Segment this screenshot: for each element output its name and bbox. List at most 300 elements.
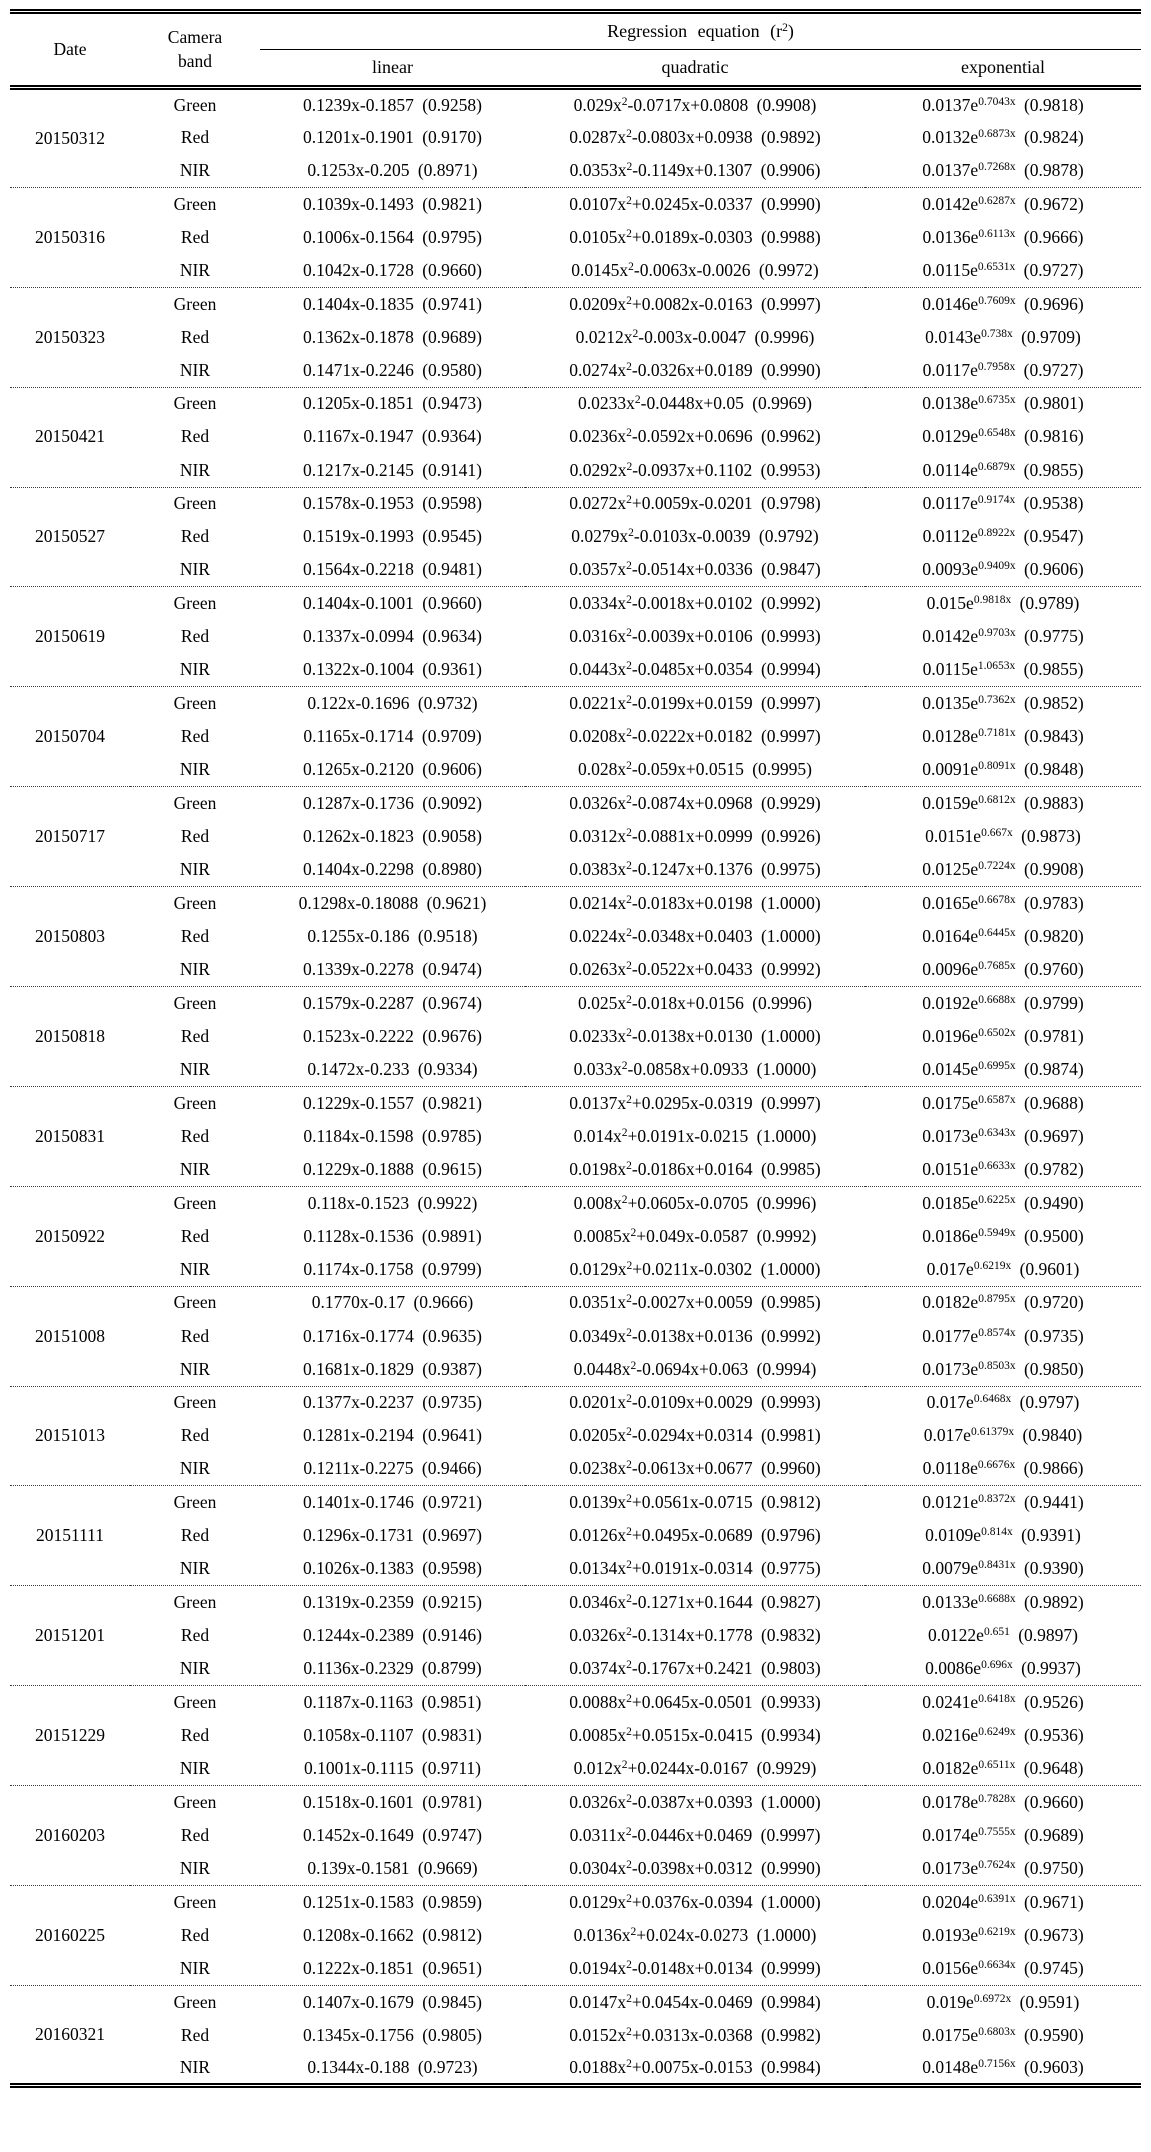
table-row — [10, 454, 1141, 487]
exponential-equation-cell: $0.0186e^{0.5949x}$ (0.9500) — [922, 1225, 1084, 1246]
linear-equation-cell: 0.1167x-0.1947 (0.9364) — [303, 426, 482, 447]
date-cell: 20160203 — [10, 1786, 130, 1886]
date-cell: 20150803 — [10, 887, 130, 987]
camera-band-cell: NIR — [179, 2056, 211, 2077]
table-row — [10, 2052, 1141, 2085]
table-row — [10, 1619, 1141, 1652]
exponential-equation-cell: $0.0115e^{1.0653x}$ (0.9855) — [922, 659, 1084, 680]
table-row — [10, 254, 1141, 287]
quadratic-equation-cell: $0.0152x^2+0.0313x-0.0368$ (0.9982) — [569, 2024, 821, 2045]
date-cell: 20150704 — [10, 687, 130, 787]
exponential-equation-cell: $0.0145e^{0.6995x}$ (0.9874) — [922, 1058, 1084, 1079]
camera-band-cell: Green — [130, 287, 260, 320]
linear-equation-cell: 0.1404x-0.2298 (0.8980) — [303, 859, 482, 880]
exponential-equation-cell: $0.0146e^{0.7609x}$ (0.9696) — [865, 287, 1141, 320]
table-row — [10, 1886, 1141, 1919]
linear-equation-cell: 0.1287x-0.1736 (0.9092) — [260, 787, 525, 820]
exponential-equation-cell: $0.0114e^{0.6879x}$ (0.9855) — [922, 459, 1084, 480]
camera-band-cell: Red — [180, 126, 210, 147]
date-cell: 20151008 — [10, 1286, 130, 1386]
table-row — [10, 1919, 1141, 1952]
linear-equation-cell: 0.1239x-0.1857 (0.9258) — [303, 94, 482, 115]
camera-band-cell: Red — [180, 1025, 210, 1046]
camera-band-cell: NIR — [179, 159, 211, 180]
exponential-equation-cell: $0.0137e^{0.7043x}$ (0.9818) — [922, 94, 1084, 115]
exponential-equation-cell: $0.0091e^{0.8091x}$ (0.9848) — [922, 759, 1084, 780]
exponential-equation-cell: $0.0128e^{0.7181x}$ (0.9843) — [922, 726, 1084, 747]
linear-equation-cell: 0.1229x-0.1557 (0.9821) — [260, 1086, 525, 1119]
quadratic-equation-cell: $0.0221x^2-0.0199x+0.0159$ (0.9997) — [525, 687, 865, 720]
col-header-camera-band — [130, 12, 260, 88]
quadratic-equation-cell: $0.0129x^2+0.0211x-0.0302$ (1.0000) — [569, 1258, 821, 1279]
quadratic-equation-cell: $0.0208x^2-0.0222x+0.0182$ (0.9997) — [569, 726, 821, 747]
camera-band-cell: Green — [130, 1386, 260, 1419]
linear-equation-cell: 0.1006x-0.1564 (0.9795) — [303, 226, 482, 247]
date-cell: 20151201 — [10, 1586, 130, 1686]
date-cell: 20151111 — [10, 1486, 130, 1586]
exponential-equation-cell: $0.0196e^{0.6502x}$ (0.9781) — [922, 1025, 1084, 1046]
exponential-equation-cell: $0.0204e^{0.6391x}$ (0.9671) — [865, 1886, 1141, 1919]
linear-equation-cell: 0.1578x-0.1953 (0.9598) — [260, 487, 525, 520]
quadratic-equation-cell: $0.0085x^2+0.049x-0.0587$ (0.9992) — [573, 1225, 817, 1246]
table-row — [10, 1020, 1141, 1053]
camera-band-cell: NIR — [179, 759, 211, 780]
quadratic-equation-cell: $0.0188x^2+0.0075x-0.0153$ (0.9984) — [569, 2056, 821, 2077]
linear-equation-cell: 0.1281x-0.2194 (0.9641) — [303, 1425, 482, 1446]
linear-equation-cell: 0.1452x-0.1649 (0.9747) — [303, 1824, 482, 1845]
camera-band-cell: Red — [180, 1125, 210, 1146]
camera-band-cell: Red — [180, 1924, 210, 1945]
linear-equation-cell: 0.1187x-0.1163 (0.9851) — [260, 1686, 525, 1719]
quadratic-equation-cell: $0.0349x^2-0.0138x+0.0136$ (0.9992) — [569, 1325, 821, 1346]
quadratic-equation-cell: $0.0279x^2-0.0103x-0.0039$ (0.9792) — [571, 526, 819, 547]
exponential-equation-cell: $0.0122e^{0.651}$ (0.9897) — [928, 1625, 1078, 1646]
date-cell: 20150527 — [10, 487, 130, 587]
camera-band-line2: band — [177, 50, 213, 71]
date-cell: 20150316 — [10, 187, 130, 287]
linear-equation-cell: 0.1322x-0.1004 (0.9361) — [303, 659, 482, 680]
camera-band-cell: Red — [180, 826, 210, 847]
table-row — [10, 1319, 1141, 1352]
table-row — [10, 1453, 1141, 1486]
exponential-equation-cell: $0.0117e^{0.7958x}$ (0.9727) — [922, 359, 1084, 380]
table-row — [10, 920, 1141, 953]
table-row — [10, 1686, 1141, 1719]
table-row — [10, 1652, 1141, 1685]
table-row — [10, 753, 1141, 786]
table-row — [10, 2019, 1141, 2052]
quadratic-equation-cell: $0.028x^2-0.059x+0.0515$ (0.9995) — [578, 759, 812, 780]
quadratic-equation-cell: $0.0233x^2-0.0138x+0.0130$ (1.0000) — [569, 1025, 821, 1046]
quadratic-equation-cell: $0.0134x^2+0.0191x-0.0314$ (0.9775) — [569, 1558, 821, 1579]
col-header-quadratic: quadratic — [525, 50, 865, 88]
exponential-equation-cell: $0.0173e^{0.8503x}$ (0.9850) — [922, 1358, 1084, 1379]
linear-equation-cell: 0.1344x-0.188 (0.9723) — [307, 2056, 478, 2077]
table-row — [10, 287, 1141, 320]
table-header — [10, 12, 1141, 88]
date-cell: 20150818 — [10, 987, 130, 1087]
linear-equation-cell: 0.1298x-0.18088 (0.9621) — [260, 887, 525, 920]
quadratic-equation-cell: $0.0326x^2-0.1314x+0.1778$ (0.9832) — [569, 1625, 821, 1646]
camera-band-cell: NIR — [179, 659, 211, 680]
quadratic-equation-cell: $0.0316x^2-0.0039x+0.0106$ (0.9993) — [569, 626, 821, 647]
camera-band-cell: Green — [130, 1186, 260, 1219]
table-row — [10, 1752, 1141, 1785]
regression-table — [10, 9, 1141, 2088]
linear-equation-cell: 0.1205x-0.1851 (0.9473) — [260, 387, 525, 420]
exponential-equation-cell: $0.0241e^{0.6418x}$ (0.9526) — [865, 1686, 1141, 1719]
table-row — [10, 1086, 1141, 1119]
table-row — [10, 587, 1141, 620]
exponential-equation-cell: $0.0216e^{0.6249x}$ (0.9536) — [922, 1725, 1084, 1746]
exponential-equation-cell: $0.0156e^{0.6634x}$ (0.9745) — [922, 1957, 1084, 1978]
camera-band-cell: NIR — [179, 1558, 211, 1579]
camera-band-cell: Red — [180, 526, 210, 547]
table-row — [10, 1053, 1141, 1086]
quadratic-equation-cell: $0.012x^2+0.0244x-0.0167$ (0.9929) — [573, 1758, 817, 1779]
linear-equation-cell: 0.1001x-0.1115 (0.9711) — [303, 1758, 482, 1779]
exponential-equation-cell: $0.017e^{0.61379x}$ (0.9840) — [923, 1425, 1083, 1446]
table-row — [10, 1952, 1141, 1985]
camera-band-cell: NIR — [179, 1758, 211, 1779]
camera-band-cell: Red — [180, 626, 210, 647]
exponential-equation-cell: $0.0192e^{0.6688x}$ (0.9799) — [865, 987, 1141, 1020]
linear-equation-cell: 0.1770x-0.17 (0.9666) — [260, 1286, 525, 1319]
linear-equation-cell: 0.1208x-0.1662 (0.9812) — [303, 1924, 482, 1945]
table-row — [10, 354, 1141, 387]
quadratic-equation-cell: $0.0194x^2-0.0148x+0.0134$ (0.9999) — [569, 1957, 821, 1978]
table-row — [10, 1719, 1141, 1752]
quadratic-equation-cell: $0.0272x^2+0.0059x-0.0201$ (0.9798) — [525, 487, 865, 520]
table-row — [10, 1286, 1141, 1319]
quadratic-equation-cell: $0.0353x^2-0.1149x+0.1307$ (0.9906) — [569, 159, 821, 180]
table-row — [10, 1852, 1141, 1885]
quadratic-equation-cell: $0.0312x^2-0.0881x+0.0999$ (0.9926) — [569, 826, 821, 847]
exponential-equation-cell: $0.0115e^{0.6531x}$ (0.9727) — [922, 259, 1084, 280]
exponential-equation-cell: $0.0151e^{0.6633x}$ (0.9782) — [922, 1158, 1084, 1179]
camera-band-line1: Camera — [167, 26, 223, 47]
exponential-equation-cell: $0.0159e^{0.6812x}$ (0.9883) — [865, 787, 1141, 820]
camera-band-cell: NIR — [179, 359, 211, 380]
camera-band-cell: NIR — [179, 1458, 211, 1479]
camera-band-cell: NIR — [179, 1658, 211, 1679]
exponential-equation-cell: $0.0143e^{0.738x}$ (0.9709) — [925, 326, 1081, 347]
linear-equation-cell: 0.1136x-0.2329 (0.8799) — [303, 1658, 482, 1679]
date-cell: 20150831 — [10, 1086, 130, 1186]
table-row — [10, 1819, 1141, 1852]
quadratic-equation-cell: $0.0137x^2+0.0295x-0.0319$ (0.9997) — [525, 1086, 865, 1119]
exponential-equation-cell: $0.0121e^{0.8372x}$ (0.9441) — [865, 1486, 1141, 1519]
quadratic-equation-cell: $0.0292x^2-0.0937x+0.1102$ (0.9953) — [569, 459, 821, 480]
linear-equation-cell: 0.1404x-0.1835 (0.9741) — [260, 287, 525, 320]
table-row — [10, 1786, 1141, 1819]
exponential-equation-cell: $0.015e^{0.9818x}$ (0.9789) — [865, 587, 1141, 620]
linear-equation-cell: 0.1058x-0.1107 (0.9831) — [303, 1725, 482, 1746]
quadratic-equation-cell: $0.0334x^2-0.0018x+0.0102$ (0.9992) — [525, 587, 865, 620]
table-row — [10, 820, 1141, 853]
linear-equation-cell: 0.1404x-0.1001 (0.9660) — [260, 587, 525, 620]
quadratic-equation-cell: $0.0205x^2-0.0294x+0.0314$ (0.9981) — [569, 1425, 821, 1446]
quadratic-equation-cell: $0.0326x^2-0.0387x+0.0393$ (1.0000) — [525, 1786, 865, 1819]
table-row — [10, 1120, 1141, 1153]
camera-band-cell: Red — [180, 1625, 210, 1646]
quadratic-equation-cell: $0.0351x^2-0.0027x+0.0059$ (0.9985) — [525, 1286, 865, 1319]
table-row — [10, 187, 1141, 220]
quadratic-equation-cell: $0.0326x^2-0.0874x+0.0968$ (0.9929) — [525, 787, 865, 820]
camera-band-cell: Green — [130, 1586, 260, 1619]
linear-equation-cell: 0.1201x-0.1901 (0.9170) — [303, 126, 482, 147]
camera-band-cell: NIR — [179, 1058, 211, 1079]
quadratic-equation-cell: $0.0214x^2-0.0183x+0.0198$ (1.0000) — [525, 887, 865, 920]
table-row — [10, 321, 1141, 354]
camera-band-cell: NIR — [179, 559, 211, 580]
camera-band-cell: Red — [180, 1425, 210, 1446]
linear-equation-cell: 0.1401x-0.1746 (0.9721) — [260, 1486, 525, 1519]
table-row — [10, 1253, 1141, 1286]
exponential-equation-cell: $0.0137e^{0.7268x}$ (0.9878) — [922, 159, 1084, 180]
date-cell: 20160225 — [10, 1886, 130, 1986]
date-cell: 20150922 — [10, 1186, 130, 1286]
quadratic-equation-cell: $0.0201x^2-0.0109x+0.0029$ (0.9993) — [525, 1386, 865, 1419]
exponential-equation-cell: $0.0164e^{0.6445x}$ (0.9820) — [922, 925, 1084, 946]
quadratic-equation-cell: $0.008x^2+0.0605x-0.0705$ (0.9996) — [525, 1186, 865, 1219]
linear-equation-cell: 0.1251x-0.1583 (0.9859) — [260, 1886, 525, 1919]
exponential-equation-cell: $0.019e^{0.6972x}$ (0.9591) — [865, 1985, 1141, 2018]
linear-equation-cell: 0.1471x-0.2246 (0.9580) — [303, 359, 482, 380]
exponential-equation-cell: $0.0117e^{0.9174x}$ (0.9538) — [865, 487, 1141, 520]
linear-equation-cell: 0.1296x-0.1731 (0.9697) — [303, 1525, 482, 1546]
linear-equation-cell: 0.118x-0.1523 (0.9922) — [260, 1186, 525, 1219]
camera-band-cell: Green — [130, 487, 260, 520]
camera-band-cell: NIR — [179, 1258, 211, 1279]
linear-equation-cell: 0.1244x-0.2389 (0.9146) — [303, 1625, 482, 1646]
table-row — [10, 853, 1141, 886]
quadratic-equation-cell: $0.0126x^2+0.0495x-0.0689$ (0.9796) — [569, 1525, 821, 1546]
linear-equation-cell: 0.1229x-0.1888 (0.9615) — [303, 1158, 482, 1179]
linear-equation-cell: 0.1184x-0.1598 (0.9785) — [303, 1125, 482, 1146]
table-row — [10, 387, 1141, 420]
linear-equation-cell: 0.1518x-0.1601 (0.9781) — [260, 1786, 525, 1819]
exponential-equation-cell: $0.0182e^{0.6511x}$ (0.9648) — [922, 1758, 1084, 1779]
table-row — [10, 1386, 1141, 1419]
exponential-equation-cell: $0.0148e^{0.7156x}$ (0.9603) — [922, 2056, 1084, 2077]
table-row — [10, 520, 1141, 553]
exponential-equation-cell: $0.017e^{0.6219x}$ (0.9601) — [926, 1258, 1080, 1279]
table-row — [10, 1486, 1141, 1519]
linear-equation-cell: 0.1362x-0.1878 (0.9689) — [303, 326, 482, 347]
quadratic-equation-cell: $0.0147x^2+0.0454x-0.0469$ (0.9984) — [525, 1985, 865, 2018]
exponential-equation-cell: $0.0175e^{0.6803x}$ (0.9590) — [922, 2024, 1084, 2045]
camera-band-cell: Green — [130, 1086, 260, 1119]
camera-band-cell: Red — [180, 326, 210, 347]
date-cell: 20151013 — [10, 1386, 130, 1486]
linear-equation-cell: 0.1579x-0.2287 (0.9674) — [260, 987, 525, 1020]
exponential-equation-cell: $0.0125e^{0.7224x}$ (0.9908) — [922, 859, 1084, 880]
quadratic-equation-cell: $0.0129x^2+0.0376x-0.0394$ (1.0000) — [525, 1886, 865, 1919]
linear-equation-cell: 0.139x-0.1581 (0.9669) — [307, 1858, 478, 1878]
date-cell: 20151229 — [10, 1686, 130, 1786]
quadratic-equation-cell: $0.0085x^2+0.0515x-0.0415$ (0.9934) — [569, 1725, 821, 1746]
exponential-equation-cell: $0.0142e^{0.9703x}$ (0.9775) — [922, 626, 1084, 647]
camera-band-cell: Red — [180, 726, 210, 747]
date-cell: 20150421 — [10, 387, 130, 487]
linear-equation-cell: 0.1523x-0.2222 (0.9676) — [303, 1025, 482, 1046]
linear-equation-cell: 0.1716x-0.1774 (0.9635) — [303, 1325, 482, 1346]
table-row — [10, 1419, 1141, 1452]
quadratic-equation-cell: $0.025x^2-0.018x+0.0156$ (0.9996) — [525, 987, 865, 1020]
table-row — [10, 121, 1141, 154]
col-header-exponential: exponential — [865, 50, 1141, 88]
date-cell: 20150312 — [35, 127, 105, 148]
linear-equation-cell: 0.1319x-0.2359 (0.9215) — [260, 1586, 525, 1619]
quadratic-equation-cell: $0.0136x^2+0.024x-0.0273$ (1.0000) — [573, 1924, 817, 1945]
quadratic-equation-cell: $0.0287x^2-0.0803x+0.0938$ (0.9892) — [569, 126, 821, 147]
quadratic-equation-cell: $0.0448x^2-0.0694x+0.063$ (0.9994) — [573, 1358, 817, 1379]
camera-band-cell: NIR — [179, 259, 211, 280]
camera-band-cell: Green — [130, 887, 260, 920]
quadratic-equation-cell: $0.0198x^2-0.0186x+0.0164$ (0.9985) — [569, 1158, 821, 1179]
exponential-equation-cell: $0.0178e^{0.7828x}$ (0.9660) — [865, 1786, 1141, 1819]
col-header-regression-equation: Regression equation $(r^2)$ — [260, 12, 1141, 50]
linear-equation-cell: 0.1472x-0.233 (0.9334) — [307, 1058, 478, 1079]
table-row — [10, 1153, 1141, 1186]
exponential-equation-cell: $0.0138e^{0.6735x}$ (0.9801) — [865, 387, 1141, 420]
exponential-equation-cell: $0.0133e^{0.6688x}$ (0.9892) — [865, 1586, 1141, 1619]
exponential-equation-cell: $0.0151e^{0.667x}$ (0.9873) — [925, 826, 1081, 847]
table-row — [10, 221, 1141, 254]
camera-band-cell: Red — [180, 1525, 210, 1546]
table-row — [10, 687, 1141, 720]
camera-band-cell: Red — [180, 925, 210, 946]
table-row — [10, 154, 1141, 187]
quadratic-equation-cell: $0.0107x^2+0.0245x-0.0337$ (0.9990) — [525, 187, 865, 220]
date-cell: 20150717 — [10, 787, 130, 887]
camera-band-cell: Green — [173, 94, 217, 115]
camera-band-cell: NIR — [179, 958, 211, 979]
linear-equation-cell: 0.1337x-0.0994 (0.9634) — [303, 626, 482, 647]
linear-equation-cell: 0.1165x-0.1714 (0.9709) — [303, 726, 482, 747]
quadratic-equation-cell: $0.0212x^2-0.003x-0.0047$ (0.9996) — [575, 326, 815, 347]
camera-band-cell: NIR — [179, 1358, 211, 1379]
linear-equation-cell: 0.1026x-0.1383 (0.9598) — [303, 1558, 482, 1579]
camera-band-cell: Green — [130, 587, 260, 620]
linear-equation-cell: 0.1339x-0.2278 (0.9474) — [303, 958, 482, 979]
table-row — [10, 554, 1141, 587]
quadratic-equation-cell: $0.0357x^2-0.0514x+0.0336$ (0.9847) — [569, 559, 821, 580]
linear-equation-cell: 0.1407x-0.1679 (0.9845) — [260, 1985, 525, 2018]
table-row — [10, 620, 1141, 653]
table-row — [10, 953, 1141, 986]
table-row — [10, 420, 1141, 453]
exponential-equation-cell: $0.0086e^{0.696x}$ (0.9937) — [925, 1658, 1081, 1679]
quadratic-equation-cell: $0.014x^2+0.0191x-0.0215$ (1.0000) — [573, 1125, 817, 1146]
camera-band-cell: Green — [130, 1985, 260, 2018]
camera-band-cell: Green — [130, 387, 260, 420]
table-row — [10, 887, 1141, 920]
linear-equation-cell: 0.1345x-0.1756 (0.9805) — [303, 2024, 482, 2045]
table-row — [10, 1586, 1141, 1619]
quadratic-equation-cell: $0.0236x^2-0.0592x+0.0696$ (0.9962) — [569, 426, 821, 447]
table-row — [10, 1985, 1141, 2018]
date-cell: 20160321 — [10, 1985, 130, 2085]
col-header-linear: linear — [260, 50, 525, 88]
quadratic-equation-cell: $0.0443x^2-0.0485x+0.0354$ (0.9994) — [569, 659, 821, 680]
linear-equation-cell: 0.1564x-0.2218 (0.9481) — [303, 559, 482, 580]
linear-equation-cell: 0.1265x-0.2120 (0.9606) — [303, 759, 482, 780]
exponential-equation-cell: $0.0132e^{0.6873x}$ (0.9824) — [922, 126, 1084, 147]
exponential-equation-cell: $0.017e^{0.6468x}$ (0.9797) — [865, 1386, 1141, 1419]
table-row — [10, 487, 1141, 520]
linear-equation-cell: 0.1253x-0.205 (0.8971) — [307, 159, 478, 180]
linear-equation-cell: 0.1681x-0.1829 (0.9387) — [303, 1358, 482, 1379]
exponential-equation-cell: $0.0182e^{0.8795x}$ (0.9720) — [865, 1286, 1141, 1319]
table-row — [10, 720, 1141, 753]
table-row — [10, 1186, 1141, 1219]
date-cell: 20150619 — [10, 587, 130, 687]
header-row-top — [10, 12, 1141, 50]
quadratic-equation-cell: $0.0209x^2+0.0082x-0.0163$ (0.9997) — [525, 287, 865, 320]
quadratic-equation-cell: $0.0346x^2-0.1271x+0.1644$ (0.9827) — [525, 1586, 865, 1619]
quadratic-equation-cell: $0.0374x^2-0.1767x+0.2421$ (0.9803) — [569, 1658, 821, 1679]
col-header-date: Date — [10, 12, 130, 88]
camera-band-cell: Red — [180, 226, 210, 247]
quadratic-equation-cell: $0.033x^2-0.0858x+0.0933$ (1.0000) — [573, 1058, 817, 1079]
quadratic-equation-cell: $0.0274x^2-0.0326x+0.0189$ (0.9990) — [569, 359, 821, 380]
linear-equation-cell: 0.1211x-0.2275 (0.9466) — [303, 1458, 482, 1479]
camera-band-cell: Green — [130, 1786, 260, 1819]
camera-band-cell: Green — [130, 1486, 260, 1519]
table-row — [10, 654, 1141, 687]
quadratic-equation-cell: $0.0145x^2-0.0063x-0.0026$ (0.9972) — [571, 259, 819, 280]
quadratic-equation-cell: $0.0088x^2+0.0645x-0.0501$ (0.9933) — [525, 1686, 865, 1719]
table-row — [10, 1220, 1141, 1253]
table-row — [10, 1519, 1141, 1552]
linear-equation-cell: 0.1174x-0.1758 (0.9799) — [303, 1258, 482, 1279]
camera-band-cell: Green — [130, 987, 260, 1020]
quadratic-equation-cell: $0.0304x^2-0.0398x+0.0312$ (0.9990) — [569, 1858, 821, 1878]
table-row — [10, 787, 1141, 820]
camera-band-cell: Green — [130, 1686, 260, 1719]
quadratic-equation-cell: $0.0139x^2+0.0561x-0.0715$ (0.9812) — [525, 1486, 865, 1519]
linear-equation-cell: 0.1377x-0.2237 (0.9735) — [260, 1386, 525, 1419]
table-body — [10, 88, 1141, 2086]
linear-equation-cell: 0.1042x-0.1728 (0.9660) — [303, 259, 482, 280]
date-cell: 20150323 — [10, 287, 130, 387]
table-row — [10, 987, 1141, 1020]
exponential-equation-cell: $0.0129e^{0.6548x}$ (0.9816) — [922, 426, 1084, 447]
exponential-equation-cell: $0.0177e^{0.8574x}$ (0.9735) — [922, 1325, 1084, 1346]
linear-equation-cell: 0.1255x-0.186 (0.9518) — [307, 925, 478, 946]
camera-band-cell: NIR — [179, 1957, 211, 1978]
camera-band-cell: Green — [130, 1286, 260, 1319]
camera-band-cell: Red — [180, 1824, 210, 1845]
quadratic-equation-cell: $0.0224x^2-0.0348x+0.0403$ (1.0000) — [569, 925, 821, 946]
camera-band-cell: Green — [130, 787, 260, 820]
camera-band-cell: NIR — [179, 1858, 211, 1878]
quadratic-equation-cell: $0.029x^2-0.0717x+0.0808$ (0.9908) — [573, 94, 817, 115]
quadratic-equation-cell: $0.0311x^2-0.0446x+0.0469$ (0.9997) — [569, 1824, 821, 1845]
exponential-equation-cell: $0.0142e^{0.6287x}$ (0.9672) — [865, 187, 1141, 220]
camera-band-cell: Red — [180, 1725, 210, 1746]
quadratic-equation-cell: $0.0383x^2-0.1247x+0.1376$ (0.9975) — [569, 859, 821, 880]
exponential-equation-cell: $0.0173e^{0.7624x}$ (0.9750) — [922, 1858, 1084, 1878]
quadratic-equation-cell: $0.0233x^2-0.0448x+0.05$ (0.9969) — [525, 387, 865, 420]
camera-band-cell: Red — [180, 426, 210, 447]
linear-equation-cell: 0.1262x-0.1823 (0.9058) — [303, 826, 482, 847]
camera-band-cell: NIR — [179, 859, 211, 880]
table-row — [10, 88, 1141, 121]
quadratic-equation-cell: $0.0263x^2-0.0522x+0.0433$ (0.9992) — [569, 958, 821, 979]
